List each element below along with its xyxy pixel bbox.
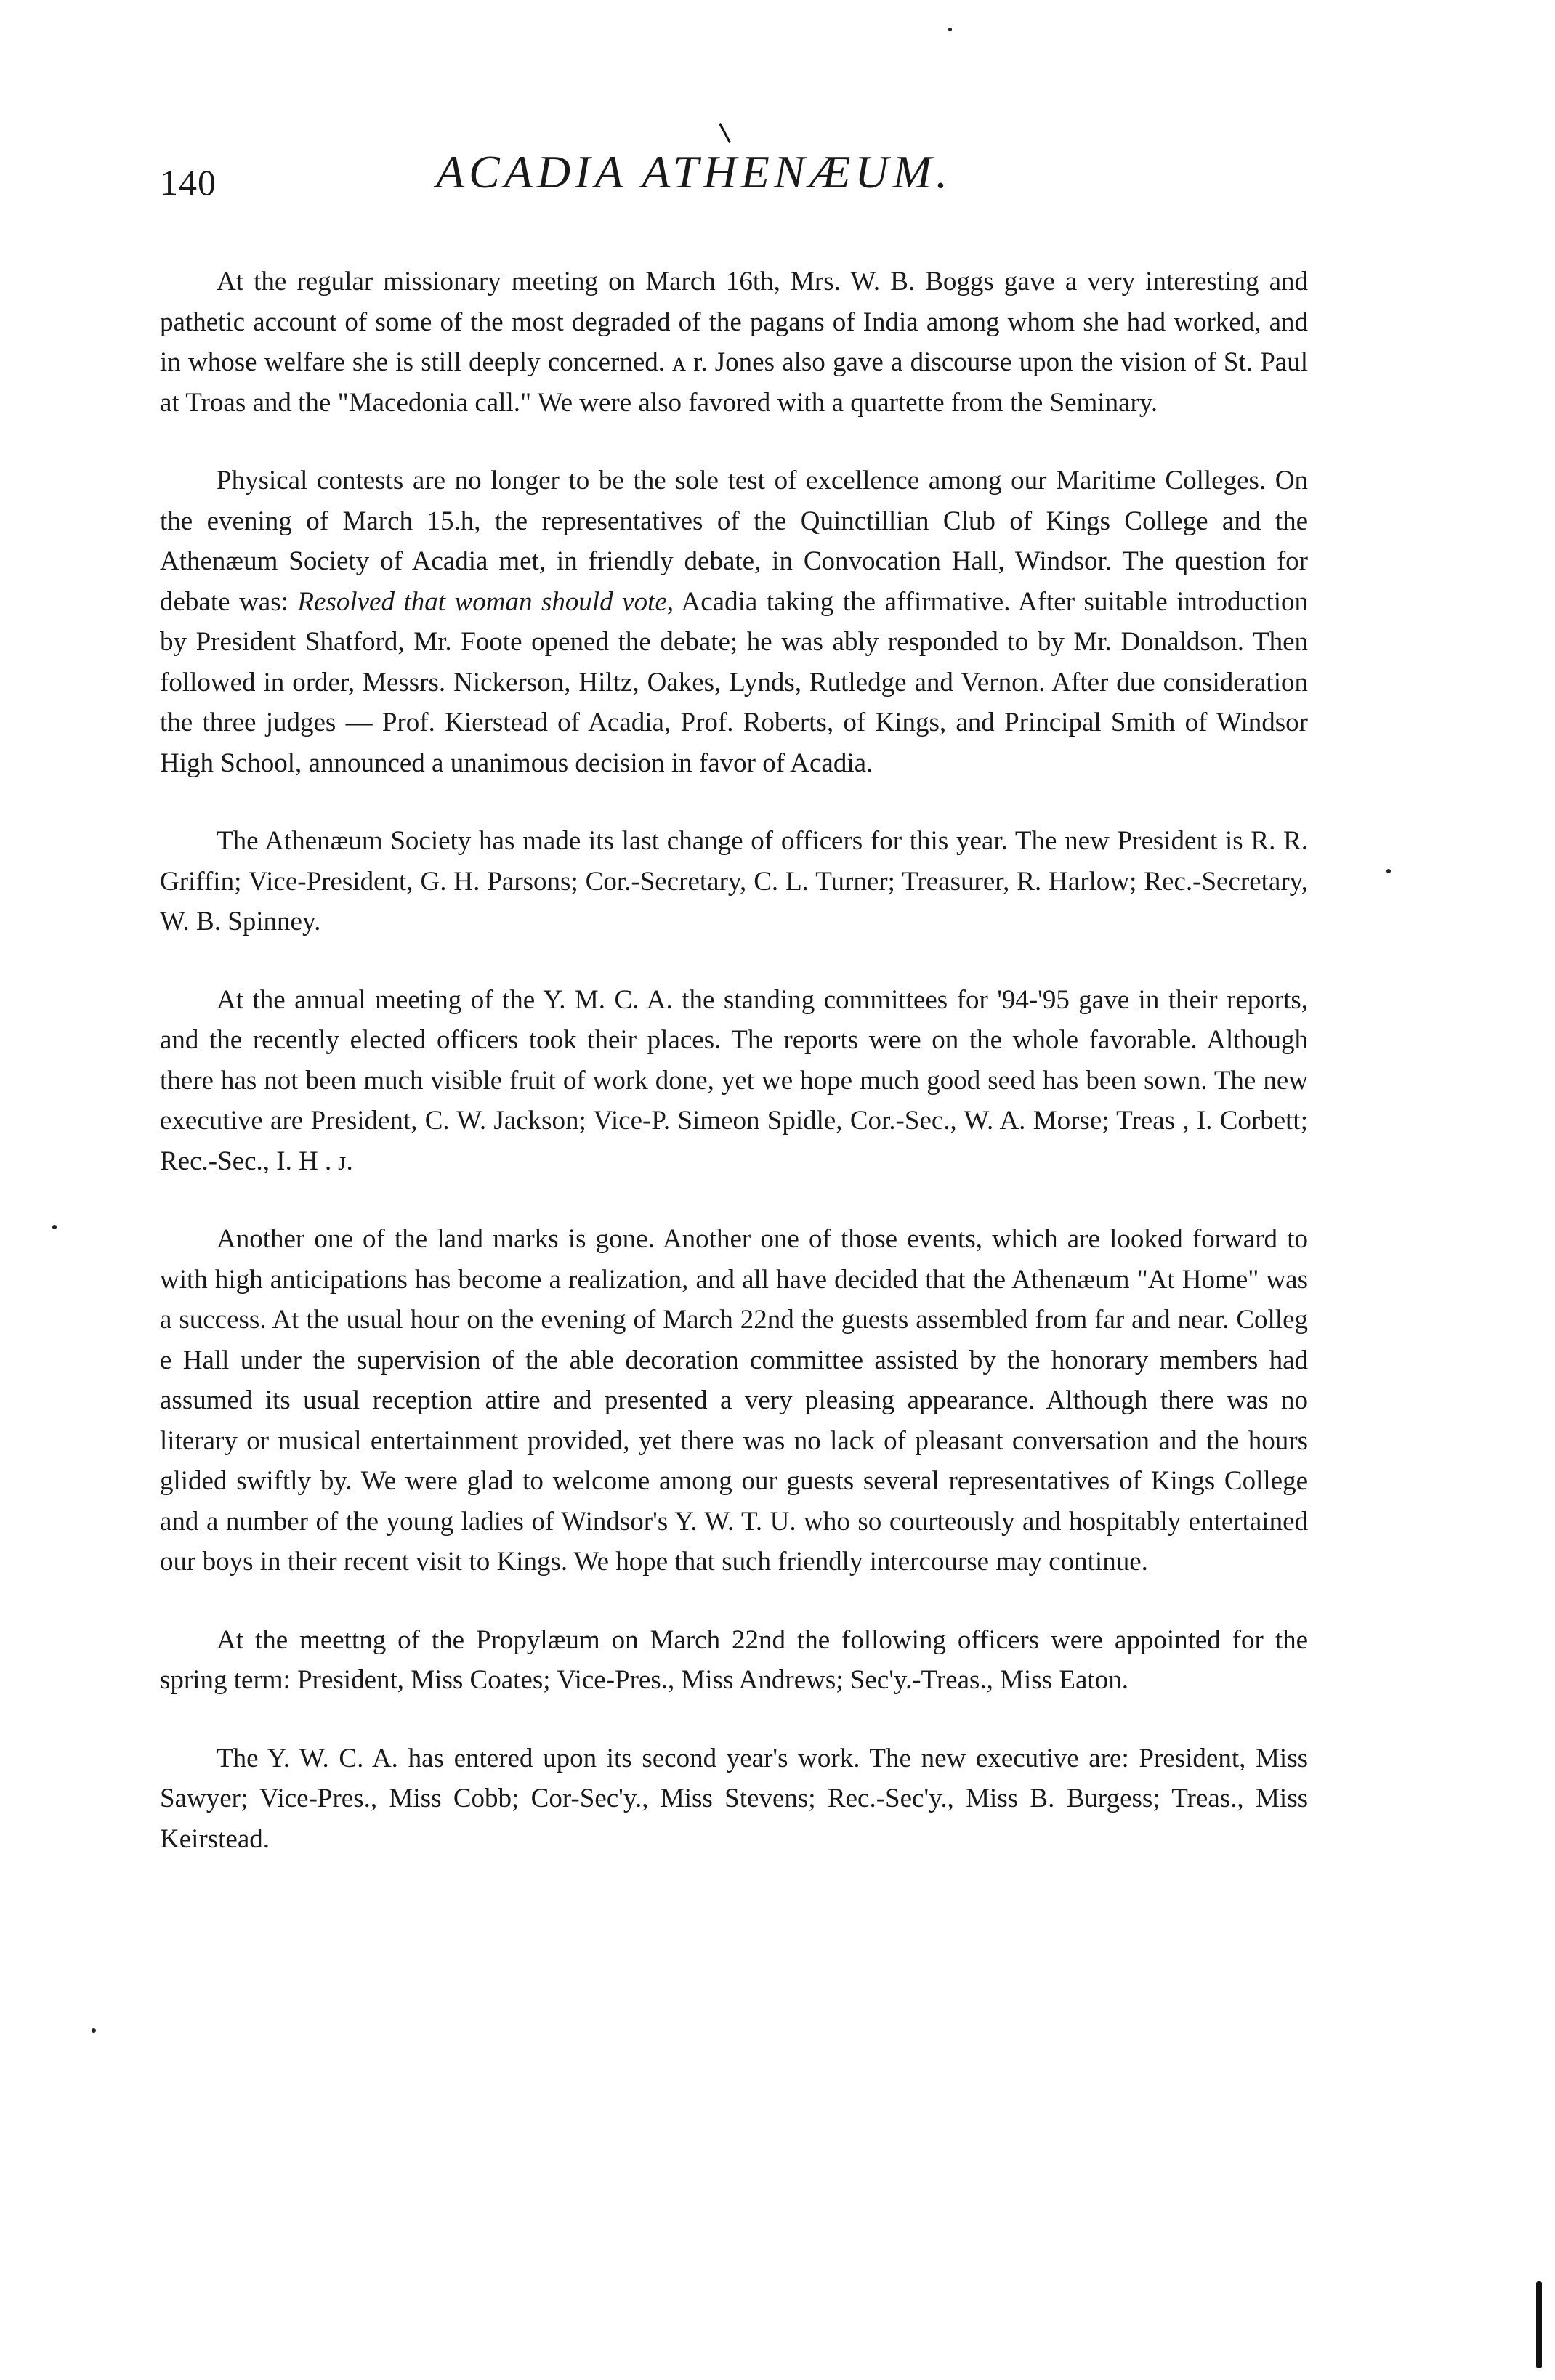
paragraph-propylaeum: At the meettng of the Propylæum on March 22nd the following officers were appointed for the spring term: President, Miss Coates; Vice-Pres., Miss Andrews; Sec'y.-Treas., Miss Eaton. (160, 1624, 1308, 1695)
page-number: 140 (160, 162, 217, 203)
paragraph-missionary-meeting: At the regular missionary meeting on March 16th, Mrs. W. B. Boggs gave a very interesting and pathetic account of some of the most degraded of the pagans of India among whom she had worked, and in whose welfare she is still deeply concerned. ᴀ r. Jones also gave a discourse upon the vision of St. Paul at Troas and the "Macedonia call." We were also favored with a quartette from the Seminary. (160, 267, 1308, 418)
debate-resolution: Resolved that woman should vote (297, 586, 667, 617)
scan-speck (52, 1225, 57, 1229)
paragraph-debate (160, 461, 1308, 783)
paragraph-ymca-meeting: At the annual meeting of the Y. M. C. A. the standing committees for '94-'95 gave in their reports, and the recently elected officers took their places. The reports were on the whole favorable. Although there has not been much visible fruit of work done, yet we hope much good seed has been sown. The new executive are President, C. W. Jackson; Vice-P. Simeon Spidle, Cor.-Sec., W. A. Morse; Treas , I. Corbett; Rec.-Sec., I. H . ᴊ. (160, 984, 1308, 1176)
scan-speck (92, 2028, 96, 2033)
article-body (160, 262, 1308, 1897)
page-header (160, 145, 1322, 211)
scan-speck (948, 28, 952, 31)
paragraph-ywca: The Y. W. C. A. has entered upon its second year's work. The new executive are: President, Miss Sawyer; Vice-Pres., Miss Cobb; Cor-Sec'y., Miss Stevens; Rec.-Sec'y., Miss B. Burgess; Treas., Miss Keirstead. (160, 1743, 1308, 1854)
scan-tick-mark (719, 123, 731, 143)
debate-text-after: , Acadia taking the affirmative. After suitable introduction by President Shatford, Mr. Foote opened the debate; he was ably responded to by Mr. Donaldson. Then followed in order, Messrs. Nickerson, Hiltz, Oakes, Lynds, Rutledge and Vernon. After due consideration the three judges — Prof. Kierstead of Acadia, Prof. Roberts, of Kings, and Principal Smith of Windsor High School, announced a unanimous decision in favor of Acadia. (160, 586, 1309, 778)
paragraph-at-home: Another one of the land marks is gone. Another one of those events, which are looked forward to with high anticipations has become a realization, and all have decided that the Athenæum "At Home" was a success. At the usual hour on the evening of March 22nd the guests assembled from far and near. Colleg e Hall under the supervision of the able decoration committee assisted by the honorary members had assumed its usual reception attire and presented a very pleasing appearance. Although there was no literary or musical entertainment provided, yet there was no lack of pleasant conversation and the hours glided swiftly by. We were glad to welcome among our guests several representatives of Kings College and a number of the young ladies of Windsor's Y. W. T. U. who so courteously and hospitably entertained our boys in their recent visit to Kings. We hope that such friendly intercourse may continue. (160, 1224, 1308, 1576)
running-title: ACADIA ATHENÆUM. (436, 146, 952, 198)
scan-speck (1386, 869, 1391, 873)
debate-text-before: Physical contests are no longer to be the sole test of excellence among our Maritime Colleges. On the evening of March 15.h, the representatives of the Quinctillian Club of Kings College and the Athenæum Society of Acadia met, in friendly debate, in Convocation Hall, Windsor. The question for debate was: (160, 466, 1308, 617)
scan-edge-mark (1536, 2281, 1542, 2368)
paragraph-athenaeum-officers: The Athenæum Society has made its last change of officers for this year. The new President is R. R. Griffin; Vice-President, G. H. Parsons; Cor.-Secretary, C. L. Turner; Treasurer, R. Harlow; Rec.-Secretary, W. B. Spinney. (160, 826, 1308, 936)
